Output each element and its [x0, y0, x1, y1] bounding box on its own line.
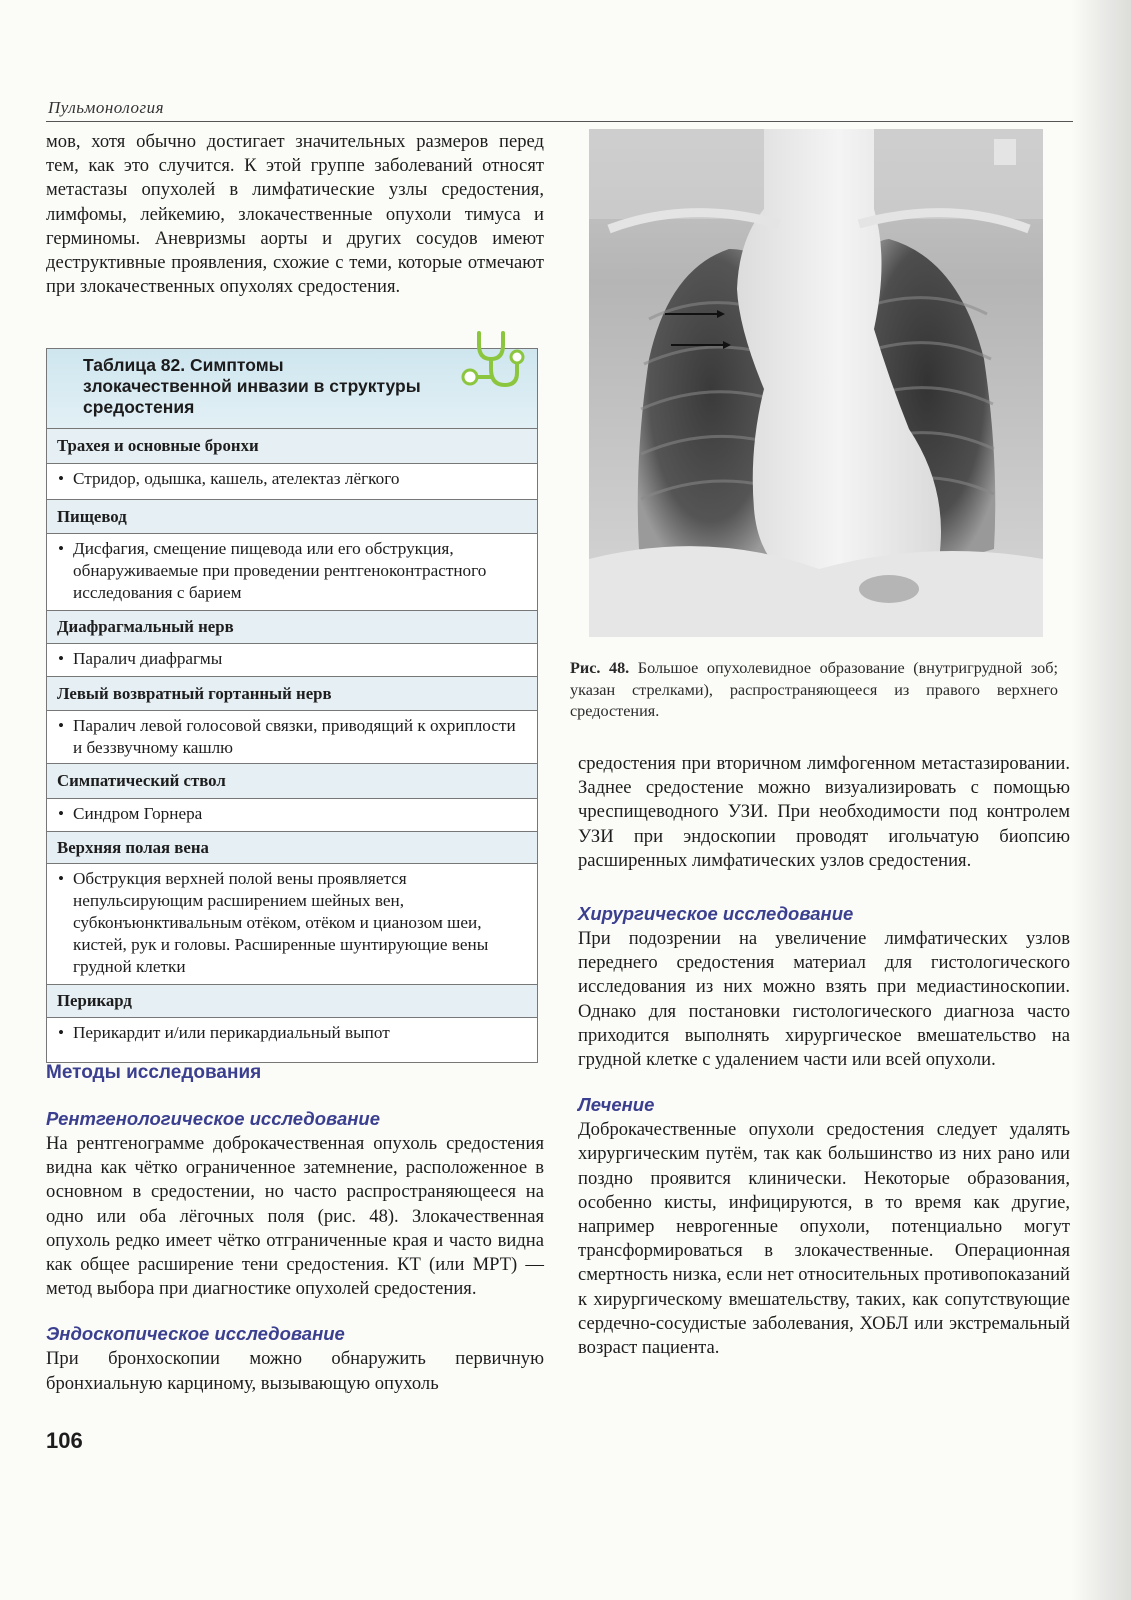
- row-text: Дисфагия, смещение пищевода или его обструкция, обнаруживаемые при проведении рентгеноконтрастного исследования с барием: [73, 539, 487, 602]
- surgery-section-title: Хирургическое исследование: [578, 903, 854, 925]
- table-row-header: Диафрагмальный нерв: [47, 611, 537, 644]
- bullet: •: [58, 649, 65, 668]
- figure-caption-text: Большое опухолевидное образование (внутригрудной зоб; указан стрелками), распространяющееся из правого верхнего средостения.: [570, 659, 1058, 720]
- table-row-header: Перикард: [47, 985, 537, 1018]
- endoscopy-section-title: Эндоскопическое исследование: [46, 1323, 345, 1345]
- bullet: •: [58, 469, 65, 488]
- bullet: •: [58, 716, 65, 735]
- methods-block: [46, 1062, 544, 1396]
- endoscopy-section-text: При бронхоскопии можно обнаружить первичную бронхиальную карциному, вызывающую опухоль: [46, 1348, 544, 1394]
- figure-caption: [570, 658, 1058, 723]
- figure-label: Рис. 48.: [570, 659, 630, 677]
- left-column: [46, 130, 544, 299]
- table-row-header: Верхняя полая вена: [47, 832, 537, 864]
- table-row-body: [47, 464, 537, 500]
- table-title: Таблица 82. Симптомы злокачественной инвазии в структуры средостения: [83, 355, 421, 417]
- row-text: Паралич левой голосовой связки, приводящий к охриплости и беззвучному кашлю: [73, 716, 516, 757]
- table-row-body: [47, 1018, 537, 1062]
- row-text: Перикардит и/или перикардиальный выпот: [73, 1023, 390, 1042]
- bullet: •: [58, 804, 65, 823]
- xray-section-text: На рентгенограмме доброкачественная опухоль средостения видна как чётко ограниченное затемнение, расположенное в основном в средостении, но часто распространяющееся на одно или оба лёгочных поля (рис. 48). Злокачественная опухоль редко имеет чётко отграниченные края и часто видна как общее расширение тени средостения. КТ (или МРТ) — метод выбора при диагностике опухолей средостения.: [46, 1133, 544, 1300]
- intro-paragraph: мов, хотя обычно достигает значительных размеров перед тем, как это случится. К этой группе заболеваний относят метастазы опухолей в лимфатические узлы средостения, лимфомы, лейкемию, злокачественные опухоли тимуса и герминомы. Аневризмы аорты и других сосудов имеют деструктивные проявления, схожие с теми, которые отмечают при злокачественных опухолях средостения.: [46, 131, 544, 298]
- methods-title: Методы исследования: [46, 1062, 262, 1083]
- continuation-paragraph: средостения при вторичном лимфогенном метастазировании. Заднее средостение можно визуализировать с помощью чреспищеводного УЗИ. При необходимости под контролем УЗИ при эндоскопии проводят игольчатую биопсию расширенных лимфатических узлов средостения.: [578, 753, 1070, 871]
- table-row-body: [47, 864, 537, 985]
- page-number: 106: [46, 1428, 83, 1453]
- row-text: Стридор, одышка, кашель, ателектаз лёгкого: [73, 469, 400, 488]
- table-row-body: [47, 799, 537, 832]
- table-header: [47, 349, 537, 429]
- table-row-header: Симпатический ствол: [47, 764, 537, 799]
- row-text: Синдром Горнера: [73, 804, 203, 823]
- row-text: Обструкция верхней полой вены проявляется непульсирующим расширением шейных вен, субконъюнктивальным отёком, отёком и цианозом шеи, кистей, рук и головы. Расширенные шунтирующие вены грудной клетки: [73, 869, 489, 976]
- bullet: •: [58, 869, 65, 888]
- table-row-header: Пищевод: [47, 500, 537, 534]
- bullet: •: [58, 1023, 65, 1042]
- surgery-section-text: При подозрении на увеличение лимфатических узлов переднего средостения материал для гистологического исследования из них можно взять при медиастиноскопии. Однако для постановки гистологического диагноза часто приходится выполнять хирургическое вмешательство на грудной клетке с удалением части или всей опухоли.: [578, 928, 1070, 1071]
- running-head: Пульмонология: [48, 98, 165, 117]
- chest-xray-image: [589, 129, 1043, 637]
- page-edge-shadow: [1071, 0, 1131, 1600]
- header-rule: [46, 121, 1073, 122]
- right-column: [578, 752, 1070, 1360]
- table-row-body: [47, 711, 537, 764]
- treatment-section-title: Лечение: [578, 1094, 655, 1116]
- table-row-body: [47, 534, 537, 611]
- table-row-header: Левый возвратный гортанный нерв: [47, 677, 537, 711]
- stethoscope-icon: [457, 329, 527, 395]
- table-row-body: [47, 644, 537, 677]
- xray-section-title: Рентгенологическое исследование: [46, 1108, 380, 1129]
- bullet: •: [58, 539, 65, 558]
- table-row-header: Трахея и основные бронхи: [47, 429, 537, 464]
- treatment-section-text: Доброкачественные опухоли средостения следует удалять хирургическим путём, так как большинство из них рано или поздно проявится клинически. Некоторые образования, особенно кисты, инфицируются, в то время как другие, например неврогенные опухоли, потенциально могут трансформироваться в злокачественные. Операционная смертность низка, если нет относительных противопоказаний к хирургическому вмешательству, таких, как сопутствующие сердечно-сосудистые заболевания, ХОБЛ или экстремальный возраст пациента.: [578, 1119, 1070, 1359]
- symptoms-table: [46, 348, 538, 1063]
- row-text: Паралич диафрагмы: [73, 649, 223, 668]
